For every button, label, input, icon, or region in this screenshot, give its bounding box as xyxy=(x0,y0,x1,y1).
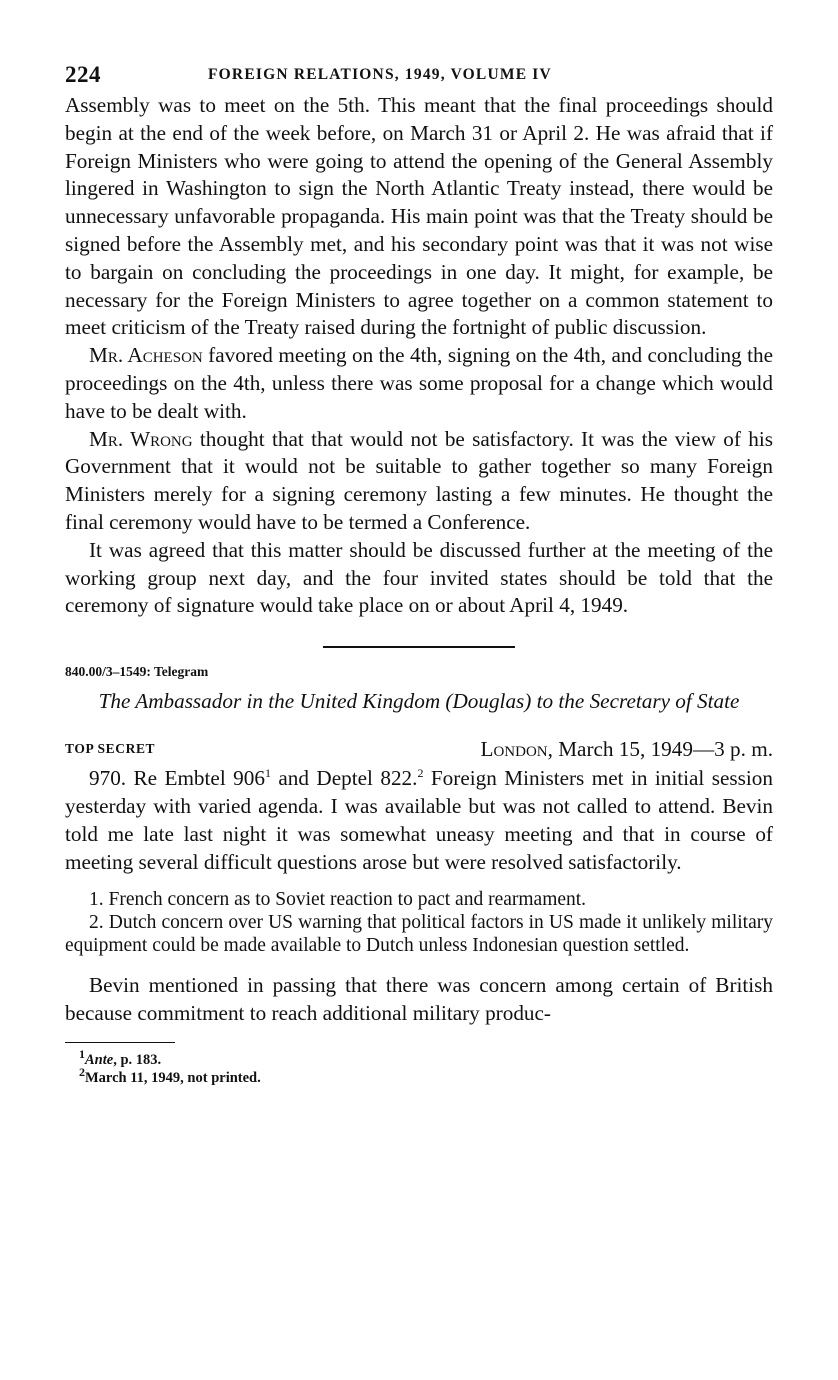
speaker-acheson: Mr. Acheson xyxy=(89,343,203,368)
file-reference: 840.00/3–1549: Telegram xyxy=(65,664,209,680)
telegram-text-c: Foreign Ministers met in initial session yesterday with varied agenda. I was available but was not called to attend. Bevin told me late last night it was somewhat uneasy meeting and that in course of meeting several difficult questions arose but were resolved satisfactorily. xyxy=(65,766,773,874)
footnote-2-text: March 11, 1949, not printed. xyxy=(85,1069,261,1086)
paragraph-acheson xyxy=(65,342,773,425)
running-head: FOREIGN RELATIONS, 1949, VOLUME IV xyxy=(208,66,552,83)
list-item: 2. Dutch concern over US warning that political factors in US made it unlikely military equipment could be made available to Dutch unless Indonesian question settled. xyxy=(65,911,773,956)
footnote-1-text: , p. 183. xyxy=(113,1051,162,1068)
footnote-1-marker: 1 xyxy=(79,1046,85,1061)
dateline-place: London xyxy=(480,737,548,762)
telegram-paragraph-1 xyxy=(65,765,773,876)
footnote-2-marker: 2 xyxy=(79,1064,85,1079)
paragraph-agreement: It was agreed that this matter should be discussed further at the meeting of the working group next day, and the four invited states should be told that the ceremony of signature would take place on or about April 4, 1949. xyxy=(65,537,773,618)
paragraph-wrong xyxy=(65,426,773,537)
section-divider xyxy=(323,646,515,648)
dateline xyxy=(481,735,774,763)
page-number: 224 xyxy=(65,62,101,87)
footnote-1 xyxy=(79,1046,773,1069)
footnotes xyxy=(65,1046,773,1087)
footnote-2 xyxy=(79,1064,773,1087)
paragraph-acheson-text: favored meeting on the 4th, signing on the 4th, and concluding the proceedings on the 4th, unless there was some proposal for a change which would have to be dealt with. xyxy=(65,343,773,423)
dateline-row xyxy=(65,735,773,763)
telegram-text-a: 970. Re Embtel 906 xyxy=(89,766,265,791)
telegram-paragraph-2: Bevin mentioned in passing that there was concern among certain of British because commitment to reach additional military produc- xyxy=(65,973,773,1025)
footnote-marker-1: 1 xyxy=(264,766,271,781)
telegram-body xyxy=(65,765,773,876)
memorandum-continuation xyxy=(65,92,773,620)
footnote-marker-2: 2 xyxy=(417,766,424,781)
document-page xyxy=(65,58,773,1087)
concerns-list xyxy=(65,889,773,957)
telegram-body-continued xyxy=(65,972,773,1028)
page-header xyxy=(65,58,773,92)
document-title: The Ambassador in the United Kingdom (Douglas) to the Secretary of State xyxy=(98,689,740,714)
footnote-divider xyxy=(65,1042,175,1043)
dateline-date: , March 15, 1949—3 p. m. xyxy=(547,737,773,762)
speaker-wrong: Mr. Wrong xyxy=(89,426,193,451)
paragraph-assembly-timing: Assembly was to meet on the 5th. This meant that the final proceedings should begin at the end of the week before, on March 31 or April 2. He was afraid that if Foreign Ministers who were going to attend the opening of the General Assembly lingered in Washington to sign the North Atlantic Treaty instead, there would be unnecessary unfavorable propaganda. His main point was that the Treaty should be signed before the Assembly met, and his secondary point was that it was not wise to bargain on concluding the proceedings in one day. It might, for example, be necessary for the Foreign Ministers to agree together on a common statement to meet criticism of the Treaty raised during the fortnight of public discussion. xyxy=(65,93,773,340)
list-item: 1. French concern as to Soviet reaction to pact and rearmament. xyxy=(89,889,587,911)
paragraph-wrong-text: thought that that would not be satisfactory. It was the view of his Government that it would not be suitable to gather together so many Foreign Ministers merely for a signing ceremony lasting a few minutes. He thought the final ceremony would have to be termed a Conference. xyxy=(65,426,774,534)
footnote-1-italic: Ante xyxy=(85,1051,114,1068)
telegram-text-b: and Deptel 822. xyxy=(270,766,418,791)
classification-label: TOP SECRET xyxy=(65,741,156,757)
